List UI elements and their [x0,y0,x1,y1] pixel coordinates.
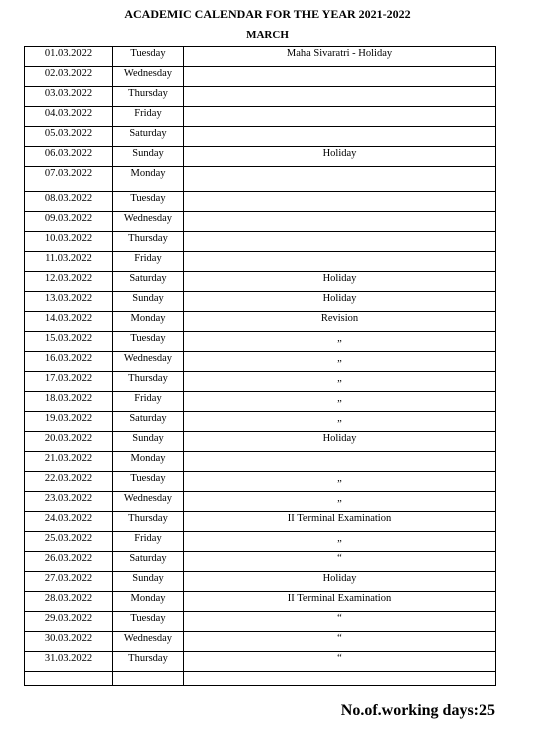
event-cell: „ [184,372,496,392]
calendar-row [25,392,496,412]
event-cell [184,192,496,212]
date-cell: 13.03.2022 [25,292,113,312]
event-cell: “ [184,632,496,652]
calendar-row [25,612,496,632]
day-cell: Tuesday [113,332,184,352]
date-cell: 20.03.2022 [25,432,113,452]
day-cell: Sunday [113,572,184,592]
calendar-row [25,272,496,292]
date-cell: 27.03.2022 [25,572,113,592]
calendar-row [25,67,496,87]
date-cell: 22.03.2022 [25,472,113,492]
date-cell: 19.03.2022 [25,412,113,432]
day-cell: Friday [113,252,184,272]
day-cell: Tuesday [113,47,184,67]
calendar-row [25,252,496,272]
table-bottom-spacer [25,672,496,686]
date-cell: 06.03.2022 [25,147,113,167]
event-cell [184,67,496,87]
date-cell: 23.03.2022 [25,492,113,512]
day-cell: Sunday [113,147,184,167]
calendar-row [25,472,496,492]
calendar-row [25,592,496,612]
date-cell: 03.03.2022 [25,87,113,107]
calendar-row [25,552,496,572]
calendar-row [25,232,496,252]
day-cell: Friday [113,532,184,552]
event-cell [184,252,496,272]
calendar-row [25,652,496,672]
day-cell: Monday [113,312,184,332]
month-heading: MARCH [246,29,289,41]
date-cell: 14.03.2022 [25,312,113,332]
event-cell: Maha Sivaratri - Holiday [184,47,496,67]
day-cell: Friday [113,392,184,412]
calendar-row [25,532,496,552]
event-cell: “ [184,612,496,632]
day-cell: Monday [113,167,184,192]
date-cell: 28.03.2022 [25,592,113,612]
event-cell: „ [184,392,496,412]
day-cell: Monday [113,452,184,472]
spacer-cell [25,672,113,686]
event-cell: II Terminal Examination [184,592,496,612]
spacer-cell [113,672,184,686]
day-cell: Saturday [113,552,184,572]
day-cell: Wednesday [113,352,184,372]
day-cell: Wednesday [113,67,184,87]
calendar-row [25,572,496,592]
event-cell: „ [184,332,496,352]
date-cell: 25.03.2022 [25,532,113,552]
date-cell: 24.03.2022 [25,512,113,532]
date-cell: 31.03.2022 [25,652,113,672]
event-cell: „ [184,472,496,492]
event-cell: II Terminal Examination [184,512,496,532]
calendar-row [25,107,496,127]
calendar-table-body [25,47,496,686]
calendar-row [25,167,496,192]
calendar-row [25,512,496,532]
event-cell [184,212,496,232]
event-cell: „ [184,412,496,432]
event-cell: Holiday [184,147,496,167]
day-cell: Wednesday [113,492,184,512]
date-cell: 01.03.2022 [25,47,113,67]
event-cell [184,167,496,192]
calendar-row [25,312,496,332]
date-cell: 17.03.2022 [25,372,113,392]
event-cell [184,452,496,472]
date-cell: 21.03.2022 [25,452,113,472]
calendar-row [25,632,496,652]
date-cell: 04.03.2022 [25,107,113,127]
event-cell: Holiday [184,272,496,292]
day-cell: Wednesday [113,212,184,232]
date-cell: 26.03.2022 [25,552,113,572]
date-cell: 10.03.2022 [25,232,113,252]
date-cell: 07.03.2022 [25,167,113,192]
day-cell: Saturday [113,272,184,292]
day-cell: Thursday [113,652,184,672]
event-cell: „ [184,352,496,372]
event-cell: Holiday [184,572,496,592]
date-cell: 02.03.2022 [25,67,113,87]
calendar-row [25,452,496,472]
day-cell: Wednesday [113,632,184,652]
day-cell: Thursday [113,372,184,392]
calendar-row [25,192,496,212]
calendar-row [25,127,496,147]
date-cell: 08.03.2022 [25,192,113,212]
event-cell: „ [184,532,496,552]
day-cell: Saturday [113,412,184,432]
date-cell: 05.03.2022 [25,127,113,147]
event-cell [184,107,496,127]
day-cell: Monday [113,592,184,612]
date-cell: 11.03.2022 [25,252,113,272]
calendar-row [25,352,496,372]
date-cell: 12.03.2022 [25,272,113,292]
calendar-row [25,212,496,232]
date-cell: 16.03.2022 [25,352,113,372]
day-cell: Saturday [113,127,184,147]
calendar-row [25,292,496,312]
event-cell [184,127,496,147]
working-days-count: No.of.working days:25 [340,702,495,719]
day-cell: Thursday [113,232,184,252]
day-cell: Thursday [113,87,184,107]
day-cell: Tuesday [113,472,184,492]
day-cell: Tuesday [113,612,184,632]
event-cell [184,87,496,107]
calendar-row [25,372,496,392]
event-cell [184,232,496,252]
day-cell: Tuesday [113,192,184,212]
day-cell: Sunday [113,432,184,452]
event-cell: “ [184,652,496,672]
date-cell: 15.03.2022 [25,332,113,352]
date-cell: 29.03.2022 [25,612,113,632]
calendar-row [25,412,496,432]
calendar-row [25,47,496,67]
date-cell: 30.03.2022 [25,632,113,652]
event-cell: Holiday [184,292,496,312]
event-cell: Holiday [184,432,496,452]
calendar-row [25,332,496,352]
date-cell: 09.03.2022 [25,212,113,232]
calendar-table [24,46,496,686]
calendar-row [25,492,496,512]
spacer-cell [184,672,496,686]
event-cell: “ [184,552,496,572]
calendar-row [25,432,496,452]
calendar-row [25,87,496,107]
calendar-row [25,147,496,167]
event-cell: Revision [184,312,496,332]
calendar-title: ACADEMIC CALENDAR FOR THE YEAR 2021-2022 [124,7,411,21]
event-cell: „ [184,492,496,512]
day-cell: Sunday [113,292,184,312]
day-cell: Friday [113,107,184,127]
day-cell: Thursday [113,512,184,532]
date-cell: 18.03.2022 [25,392,113,412]
